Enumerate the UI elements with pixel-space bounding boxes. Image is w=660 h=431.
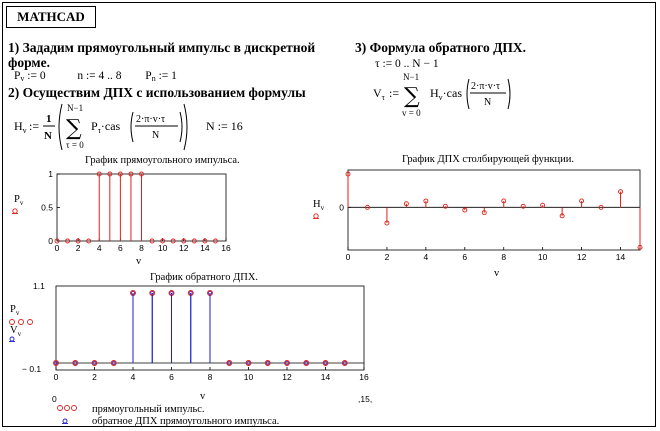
svg-text:1: 1 (46, 113, 52, 125)
svg-text:Hv·cas: $H_v\cdot cas$ (430, 86, 462, 102)
chart-title: График прямоугольного импульса. (85, 155, 240, 166)
chart-inverse-dht (9, 272, 372, 427)
svg-text:1.1: 1.1 (33, 281, 45, 291)
x-tick-label: 0 (345, 252, 351, 262)
x-tick-label: 2 (384, 252, 390, 262)
x-tick-label: 6 (118, 243, 123, 253)
svg-text:Vv: $V_v$ (10, 325, 22, 338)
svg-text:∑: ∑ (66, 116, 82, 141)
chart-title: График обратного ДПХ. (150, 272, 259, 283)
svg-text::=: := (29, 119, 40, 133)
svg-text:∑: ∑ (404, 84, 420, 109)
tau-range: τ := 0 .. N − 1 (375, 58, 439, 70)
y-tick-label: 0 (339, 202, 344, 213)
x-tick-label: 12 (282, 372, 292, 382)
x-tick-label: 12 (576, 252, 587, 262)
x-tick-label: 10 (243, 372, 254, 382)
inverse-dht-formula (373, 72, 510, 118)
x-tick-label: 14 (320, 372, 331, 382)
legend-marker-red (10, 320, 33, 325)
step3-heading: 3) Формула обратного ДПХ. (355, 40, 526, 55)
x-axis-label: v (136, 256, 142, 267)
svg-text:N: N (484, 97, 492, 108)
svg-text:2·π·v·τ: 2·π·v·τ (471, 81, 501, 92)
x-tick-label: 0 (54, 243, 60, 253)
mathcad-badge: MATHCAD (6, 6, 96, 28)
y-tick-label: 1 (48, 169, 53, 179)
legend-entry-rect-pulse: прямоугольный импульс. (92, 404, 205, 415)
x-tick-label: 6 (169, 372, 174, 382)
chart-rect-pulse (12, 155, 240, 267)
x-tick-label: 12 (179, 243, 189, 253)
chart-title: График ДПХ столбирующей функции. (402, 154, 575, 165)
x-tick-label: 2 (75, 243, 81, 253)
x-tick-label: 16 (221, 243, 231, 253)
svg-text:N: N (44, 130, 52, 142)
x-axis-label: v (494, 268, 500, 279)
svg-text:N−1: N−1 (403, 72, 420, 82)
dht-formula (14, 103, 243, 150)
x-tick-label: 0 (53, 372, 59, 382)
x-tick-label: 6 (462, 252, 468, 262)
x-tick-label: 8 (501, 252, 507, 262)
svg-text:Pv: $P_v$ (14, 194, 24, 207)
x-tick-label: 10 (157, 243, 168, 253)
x-axis-label: v (200, 391, 206, 402)
svg-text:v = 0: v = 0 (402, 108, 421, 118)
x-tick-label: 2 (92, 372, 97, 382)
step1-heading: 1) Зададим прямоугольный импульс в дискретной форме. (8, 40, 316, 70)
svg-text:N−1: N−1 (67, 103, 84, 113)
svg-text:Pv: $P_v$ (10, 304, 20, 317)
svg-text:0: 0 (52, 394, 57, 404)
x-tick-label: 14 (200, 243, 210, 253)
legend (58, 404, 280, 427)
step2-heading: 2) Осуществим ДПХ с использованием формулы (8, 85, 306, 100)
svg-text:Hv: $H_v$ (14, 119, 27, 135)
plot-area (348, 170, 640, 250)
x-tick-label: 8 (207, 372, 213, 382)
svg-text:N: N (152, 130, 160, 141)
y-tick-label: 0.5 (41, 202, 53, 213)
y-tick-label: 0 (48, 236, 53, 246)
x-tick-label: 14 (615, 252, 626, 262)
svg-text:Vτ: $V_\tau$ (373, 86, 385, 102)
x-tick-label: 10 (537, 252, 548, 262)
x-tick-label: 4 (130, 372, 136, 382)
x-tick-label: 8 (139, 243, 144, 253)
legend-entry-inverse-dht: обратное ДПХ прямоугольного импульса. (92, 416, 280, 427)
svg-text::=: := (389, 86, 400, 100)
svg-text:2·π·v·τ: 2·π·v·τ (136, 114, 166, 125)
svg-text:Hv: $H_v$ (313, 199, 325, 212)
svg-text:,15,: ,15, (358, 394, 373, 404)
svg-text:N := 16: N := 16 (206, 119, 243, 133)
step1-definitions: $P_v$ := 0 n := 4 .. 8 $P_n$ := 1 (14, 70, 177, 83)
x-tick-label: 4 (423, 252, 429, 262)
svg-text:Pτ·cas: $P_\tau\cdot cas$ (91, 119, 121, 135)
x-tick-label: 16 (359, 372, 369, 382)
x-tick-label: 4 (96, 243, 102, 253)
svg-text:τ = 0: τ = 0 (66, 140, 84, 150)
chart-dht (313, 154, 642, 279)
svg-text:− 0.1: − 0.1 (22, 364, 42, 374)
